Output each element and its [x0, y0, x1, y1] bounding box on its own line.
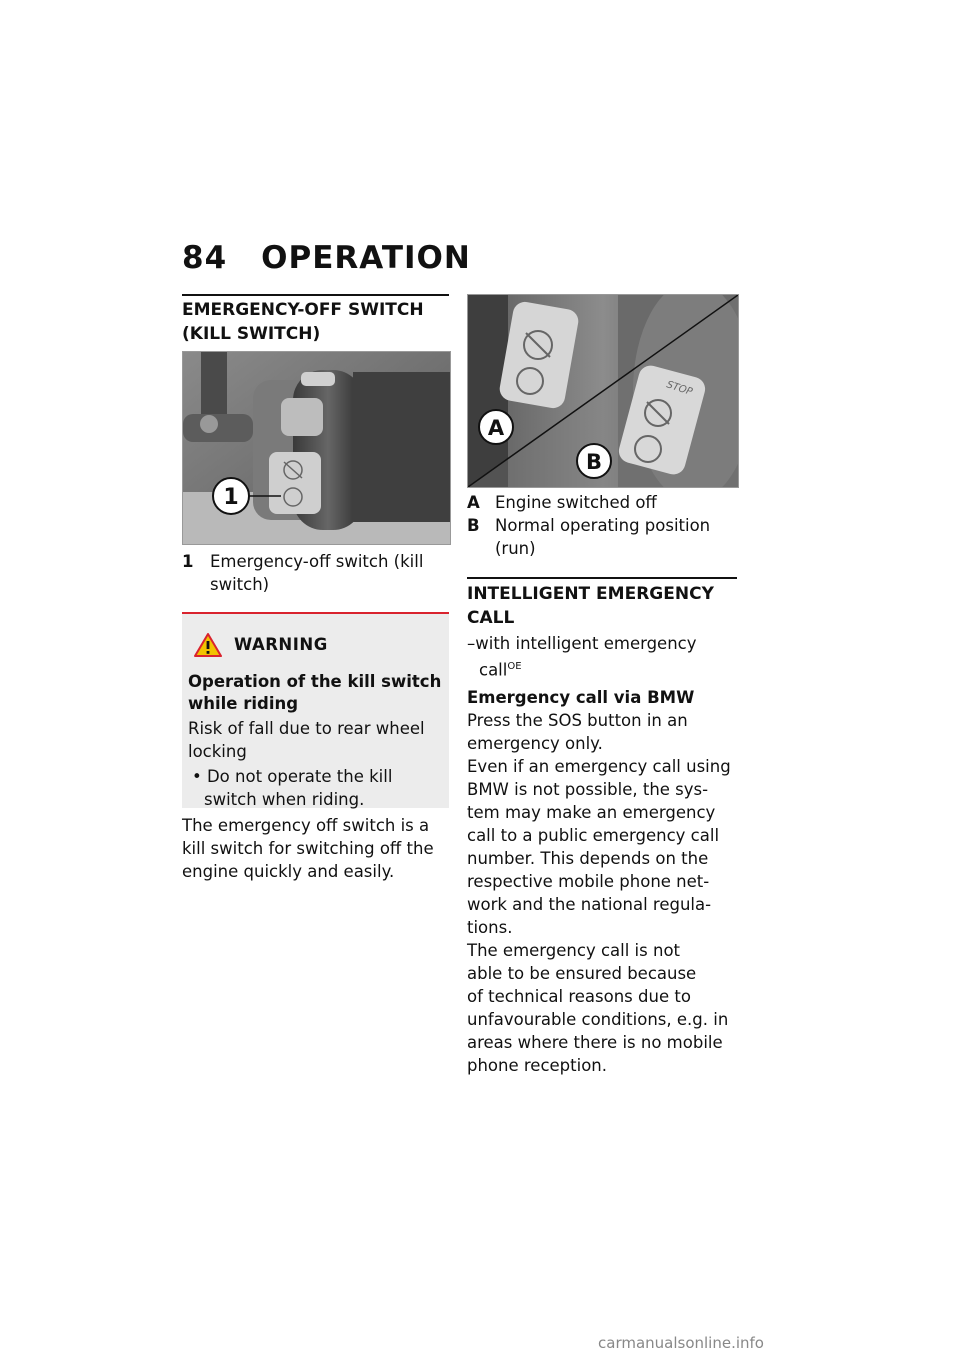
kill-switch-heading: EMERGENCY-OFF SWITCH (KILL SWITCH): [182, 300, 424, 344]
figure-label-b: B: [585, 450, 603, 474]
kill-switch-legend: [182, 550, 449, 596]
legend-item: 1 Emergency-off switch (kill switch): [182, 552, 424, 594]
equipment-condition: –with intelligent emergency call$^{OE}$: [467, 634, 697, 680]
kill-switch-description: The emergency off switch is a kill switch for switching off the engine quickly and easily.: [182, 816, 434, 881]
page-header: [182, 240, 471, 276]
section-rule: [467, 577, 737, 579]
warning-label: WARNING: [234, 635, 328, 654]
legend-item: B Normal operating position (run): [467, 516, 711, 558]
handlebar-switch-illustration: [183, 352, 450, 544]
positions-legend: [467, 491, 737, 560]
figure-callout-1: 1: [223, 485, 239, 510]
warning-box: [182, 612, 449, 808]
stop-label: STOP: [665, 379, 694, 398]
warning-title: Operation of the kill switch while riding: [188, 672, 442, 713]
legend-item: A Engine switched off: [467, 493, 657, 512]
emergency-call-text: Press the SOS button in an emergency only. Even if an emergency call using BMW is not possible, the sys- tem may make an emergency call to a public emergency call number. This depends on the respective mobile phone net- work and the national regula- tions. The emergency call is not able to be ensured because of technical reasons due to unfavourable conditions, e.g. in areas where there is no mobile phone reception.: [467, 711, 731, 1075]
watermark-text: carmanualsonline.info: [598, 1334, 764, 1352]
page-number: 84: [182, 240, 228, 276]
oe-marker: OE: [507, 661, 522, 672]
switch-positions-figure: [467, 294, 739, 488]
figure-label-a: A: [487, 416, 505, 440]
emergency-call-subheading: Emergency call via BMW: [467, 688, 695, 707]
warning-triangle-icon: [194, 632, 222, 657]
section-rule: [182, 294, 449, 296]
kill-switch-figure: [182, 351, 451, 545]
chapter-title: OPERATION: [261, 240, 471, 276]
emergency-call-heading: INTELLIGENT EMERGENCY CALL: [467, 584, 714, 628]
warning-text: Risk of fall due to rear wheel locking: [188, 719, 425, 761]
warning-bullet: • Do not operate the kill switch when riding.: [192, 767, 393, 809]
switch-positions-illustration: [468, 295, 738, 487]
